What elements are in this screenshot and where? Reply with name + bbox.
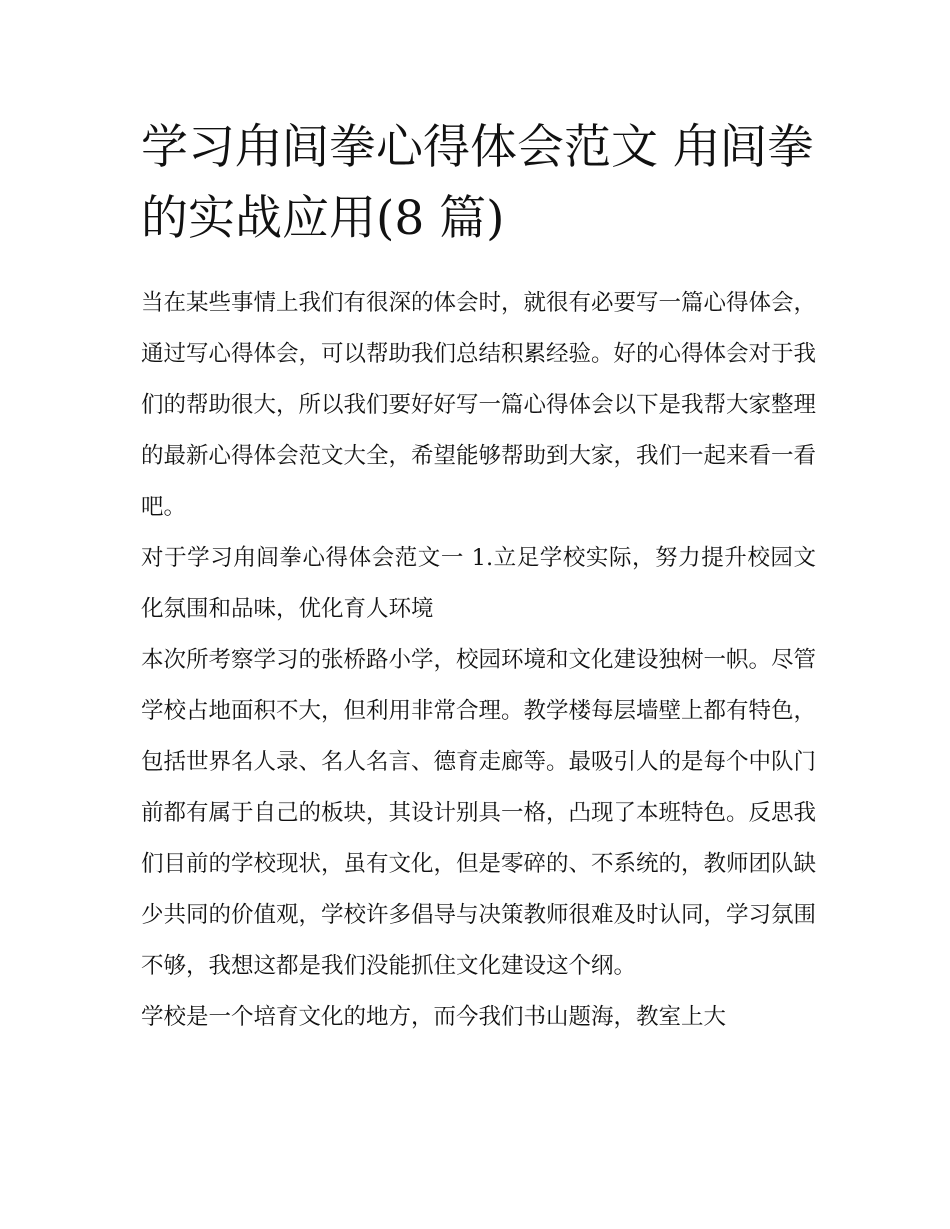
document-title: 学习甪闾拳心得体会范文 甪闾拳的实战应用(8 篇) (141, 120, 814, 246)
paragraph-section-heading: 对于学习甪闾拳心得体会范文一 1.立足学校实际，努力提升校园文化氛围和品味，优化育人环境 (141, 545, 816, 622)
paragraph-school-culture: 学校是一个培育文化的地方，而今我们书山题海，教室上大 (141, 1004, 727, 1030)
document-content (141, 112, 816, 1043)
paragraph-intro: 当在某些事情上我们有很深的体会时，就很有必要写一篇心得体会，通过写心得体会，可以帮助我们总结积累经验。好的心得体会对于我们的帮助很大，所以我们要好好写一篇心得体会以下是我帮大家整理的最新心得体会范文大全，希望能够帮助到大家，我们一起来看一看吧。 (141, 290, 817, 520)
paragraph-school-visit: 本次所考察学习的张桥路小学，校园环境和文化建设独树一帜。尽管学校占地面积不大，但利用非常合理。教学楼每层墙壁上都有特色，包括世界名人录、名人名言、德育走廊等。最吸引人的是每个中队门前都有属于自己的板块，其设计别具一格，凸现了本班特色。反思我们目前的学校现状，虽有文化，但是零碎的、不系统的，教师团队缺少共同的价值观，学校许多倡导与决策教师很难及时认同，学习氛围不够，我想这都是我们没能抓住文化建设这个纲。 (141, 647, 817, 979)
